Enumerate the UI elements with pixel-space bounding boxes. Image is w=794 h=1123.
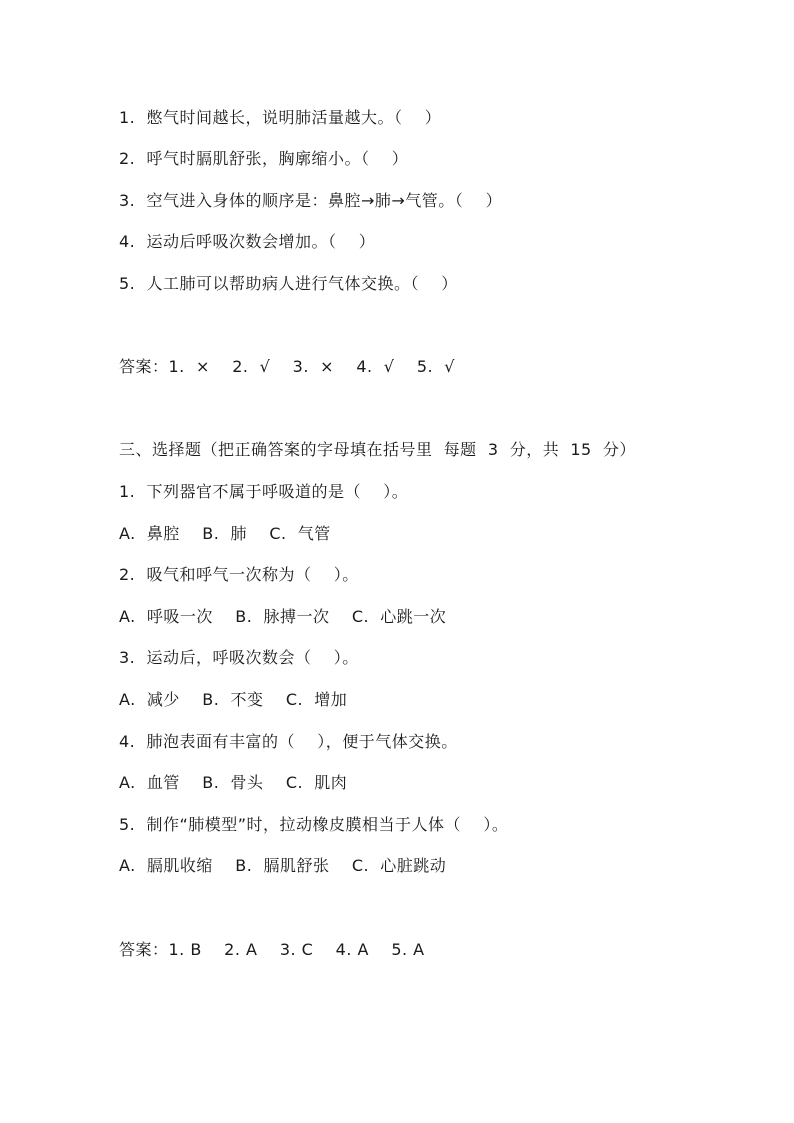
- choice-options-1: A. 鼻腔 B. 肺 C. 气管: [119, 524, 331, 543]
- judgement-item-4: 4. 运动后呼吸次数会增加。（ ）: [119, 232, 376, 251]
- judgement-item-1: 1. 憋气时间越长，说明肺活量越大。（ ）: [119, 108, 442, 127]
- choice-answer: 答案：1. B 2. A 3. C 4. A 5. A: [119, 940, 425, 959]
- choice-options-3: A. 减少 B. 不变 C. 增加: [119, 690, 348, 709]
- judgement-item-2: 2. 呼气时膈肌舒张，胸廓缩小。（ ）: [119, 149, 409, 168]
- choice-question-4: 4. 肺泡表面有丰富的（ ），便于气体交换。: [119, 732, 458, 751]
- choice-options-5: A. 膈肌收缩 B. 膈肌舒张 C. 心脏跳动: [119, 856, 447, 875]
- choice-options-2: A. 呼吸一次 B. 脉搏一次 C. 心跳一次: [119, 607, 447, 626]
- choice-question-3: 3. 运动后，呼吸次数会（ ）。: [119, 648, 359, 667]
- judgement-item-5: 5. 人工肺可以帮助病人进行气体交换。（ ）: [119, 274, 458, 293]
- choice-question-5: 5. 制作“肺模型”时，拉动橡皮膜相当于人体（ ）。: [119, 815, 509, 834]
- judgement-answer: 答案：1. × 2. √ 3. × 4. √ 5. √: [119, 357, 455, 376]
- judgement-item-3: 3. 空气进入身体的顺序是：鼻腔→肺→气管。（ ）: [119, 191, 503, 210]
- choice-question-2: 2. 吸气和呼气一次称为（ ）。: [119, 565, 359, 584]
- choice-options-4: A. 血管 B. 骨头 C. 肌肉: [119, 773, 348, 792]
- choice-section-heading: 三、选择题（把正确答案的字母填在括号里 每题 3 分，共 15 分）: [119, 440, 636, 459]
- choice-question-1: 1. 下列器官不属于呼吸道的是（ ）。: [119, 482, 409, 501]
